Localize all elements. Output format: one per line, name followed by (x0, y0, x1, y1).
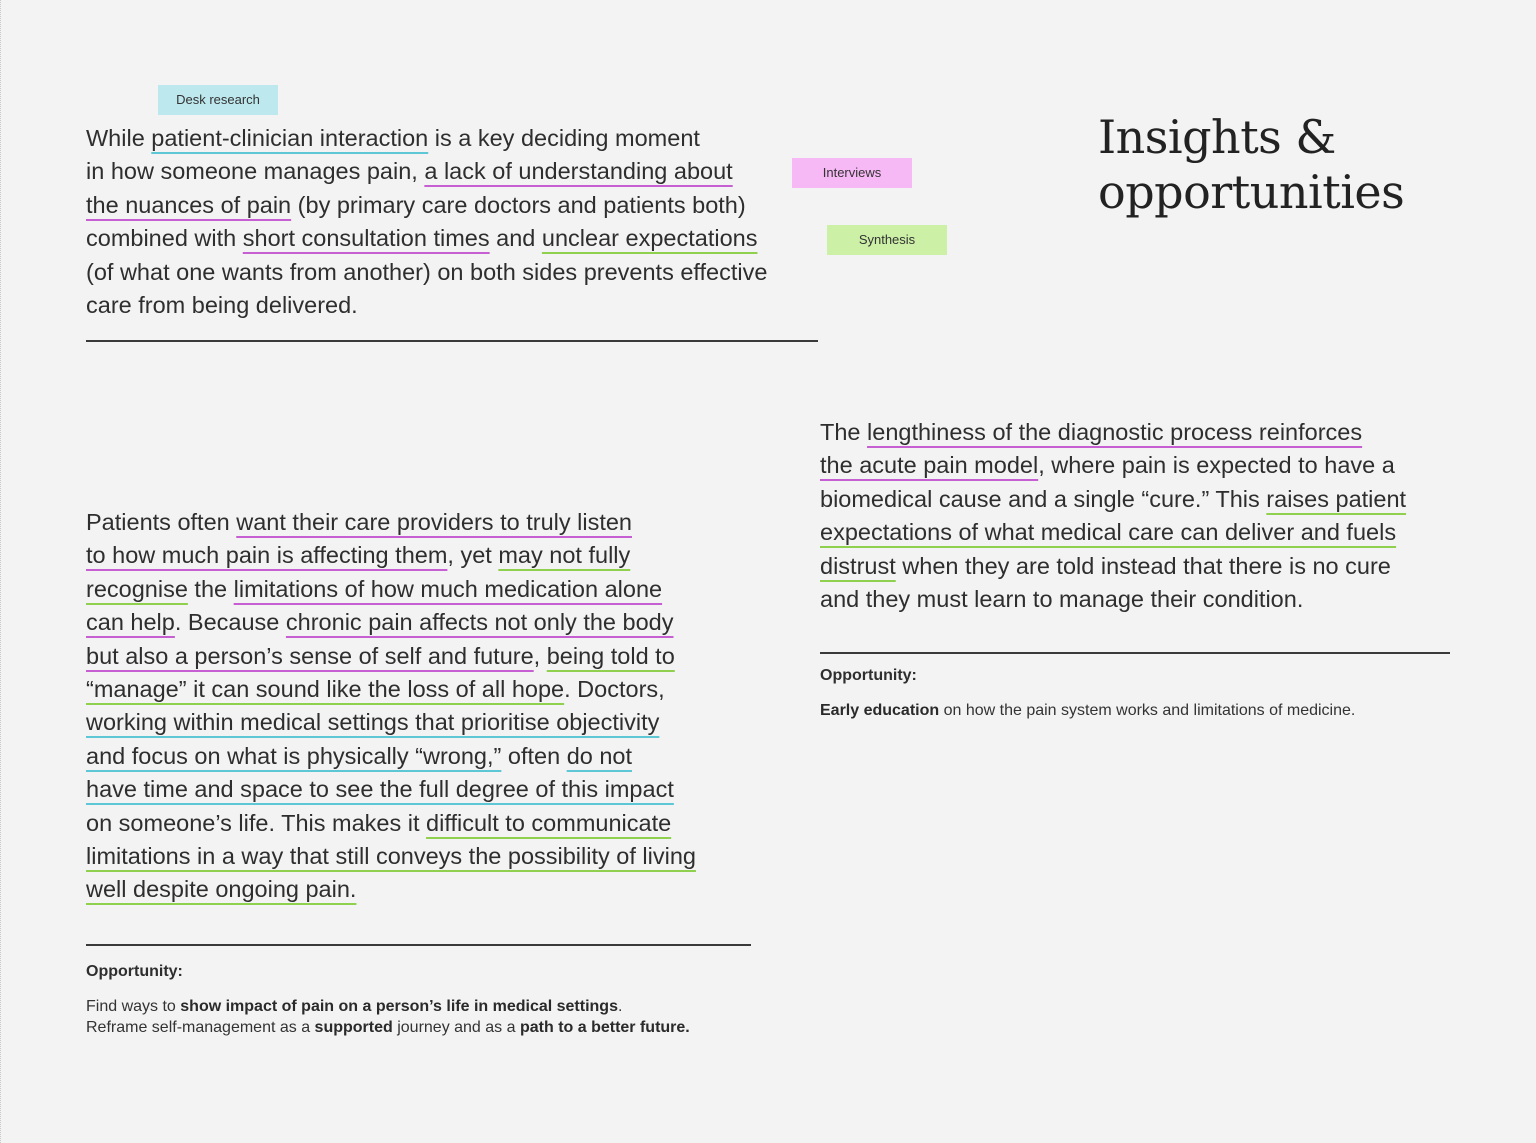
highlight-interviews: lengthiness of the diagnostic process reinforces (867, 419, 1363, 445)
highlight-interviews: the nuances of pain (86, 191, 292, 218)
line: the nuances of pain (by primary care doctors and patients both) (86, 191, 746, 218)
opportunity-line: Reframe self-management as a supported journey and as a path to a better future. (86, 1019, 690, 1036)
highlight-desk-research: do not (566, 742, 633, 769)
line: (of what one wants from another) on both sides prevents effective (86, 258, 768, 285)
highlight-interviews: short consultation times (242, 225, 490, 252)
highlight-synthesis: distrust (820, 552, 896, 579)
page-edge (0, 0, 1, 1143)
line (86, 773, 786, 806)
line: distrust when they are told instead that there is no cure (820, 552, 1391, 579)
page-title: Insights & opportunities (1098, 110, 1405, 219)
divider (86, 340, 818, 342)
opportunity-label: Opportunity: (820, 667, 917, 684)
highlight-synthesis: difficult to communicate (426, 809, 672, 836)
line (86, 706, 786, 739)
opportunity-text: Early education on how the pain system works and limitations of medicine. (820, 702, 1356, 719)
highlight-synthesis: recognise (86, 575, 188, 602)
line: the acute pain model, where pain is expected to have a (820, 452, 1395, 479)
highlight-interviews: limitations of how much medication alone (233, 575, 663, 602)
opportunity-text (86, 996, 806, 1038)
insight-paragraph-2 (820, 416, 1480, 616)
line: but also a person’s sense of self and future, being told to (86, 642, 675, 669)
line: biomedical cause and a single “cure.” This raises patient (820, 485, 1407, 512)
highlight-desk-research: working within medical settings that prioritise objectivity (86, 709, 660, 736)
line (86, 840, 786, 873)
line (86, 873, 786, 906)
line: “manage” it can sound like the loss of all hope. Doctors, (86, 676, 665, 703)
line: care from being delivered. (86, 292, 358, 319)
highlight-desk-research: have time and space to see the full degree of this impact (86, 776, 674, 803)
highlight-interviews: can help (86, 609, 175, 636)
divider (820, 652, 1450, 654)
insight-paragraph-3 (86, 506, 786, 907)
line: While patient-clinician interaction is a key deciding moment (86, 125, 700, 151)
highlight-interviews: to how much pain is affecting them (86, 542, 448, 569)
highlight-synthesis: being told to (546, 642, 675, 669)
line: Patients often want their care providers to truly listen (86, 509, 632, 535)
line: can help. Because chronic pain affects not only the body (86, 609, 674, 636)
highlight-synthesis: expectations of what medical care can deliver and fuels (820, 519, 1397, 546)
highlight-interviews: want their care providers to truly listen (236, 509, 632, 535)
highlight-desk-research: patient-clinician interaction (151, 125, 429, 151)
highlight-interviews: but also a person’s sense of self and future (86, 642, 534, 669)
opportunity-label: Opportunity: (86, 963, 183, 980)
line: in how someone manages pain, a lack of understanding about (86, 158, 733, 185)
insight-paragraph-1 (86, 122, 846, 322)
line: and they must learn to manage their condition. (820, 586, 1304, 613)
highlight-synthesis: may not fully (498, 542, 631, 569)
divider (86, 944, 751, 946)
highlight-synthesis: well despite ongoing pain. (86, 876, 357, 903)
highlight-interviews: a lack of understanding about (424, 158, 733, 185)
highlight-interviews: chronic pain affects not only the body (285, 609, 674, 636)
line: on someone’s life. This makes it difficult to communicate (86, 809, 672, 836)
line (820, 516, 1480, 549)
highlight-synthesis: unclear expectations (541, 225, 758, 252)
line: and focus on what is physically “wrong,” often do not (86, 742, 633, 769)
highlight-synthesis: “manage” it can sound like the loss of all hope (86, 676, 565, 703)
line: combined with short consultation times and unclear expectations (86, 225, 758, 252)
tag-interviews: Interviews (792, 158, 912, 188)
highlight-interviews: the acute pain model (820, 452, 1039, 479)
tag-desk-research: Desk research (158, 85, 278, 115)
highlight-synthesis: limitations in a way that still conveys the possibility of living (86, 843, 696, 870)
opportunity-line: Find ways to show impact of pain on a person’s life in medical settings. (86, 998, 623, 1015)
line: The lengthiness of the diagnostic process reinforces (820, 419, 1363, 445)
line: to how much pain is affecting them, yet may not fully (86, 542, 631, 569)
line: recognise the limitations of how much medication alone (86, 575, 663, 602)
highlight-synthesis: raises patient (1266, 485, 1407, 512)
tag-synthesis: Synthesis (827, 225, 947, 255)
highlight-desk-research: and focus on what is physically “wrong,” (86, 742, 502, 769)
